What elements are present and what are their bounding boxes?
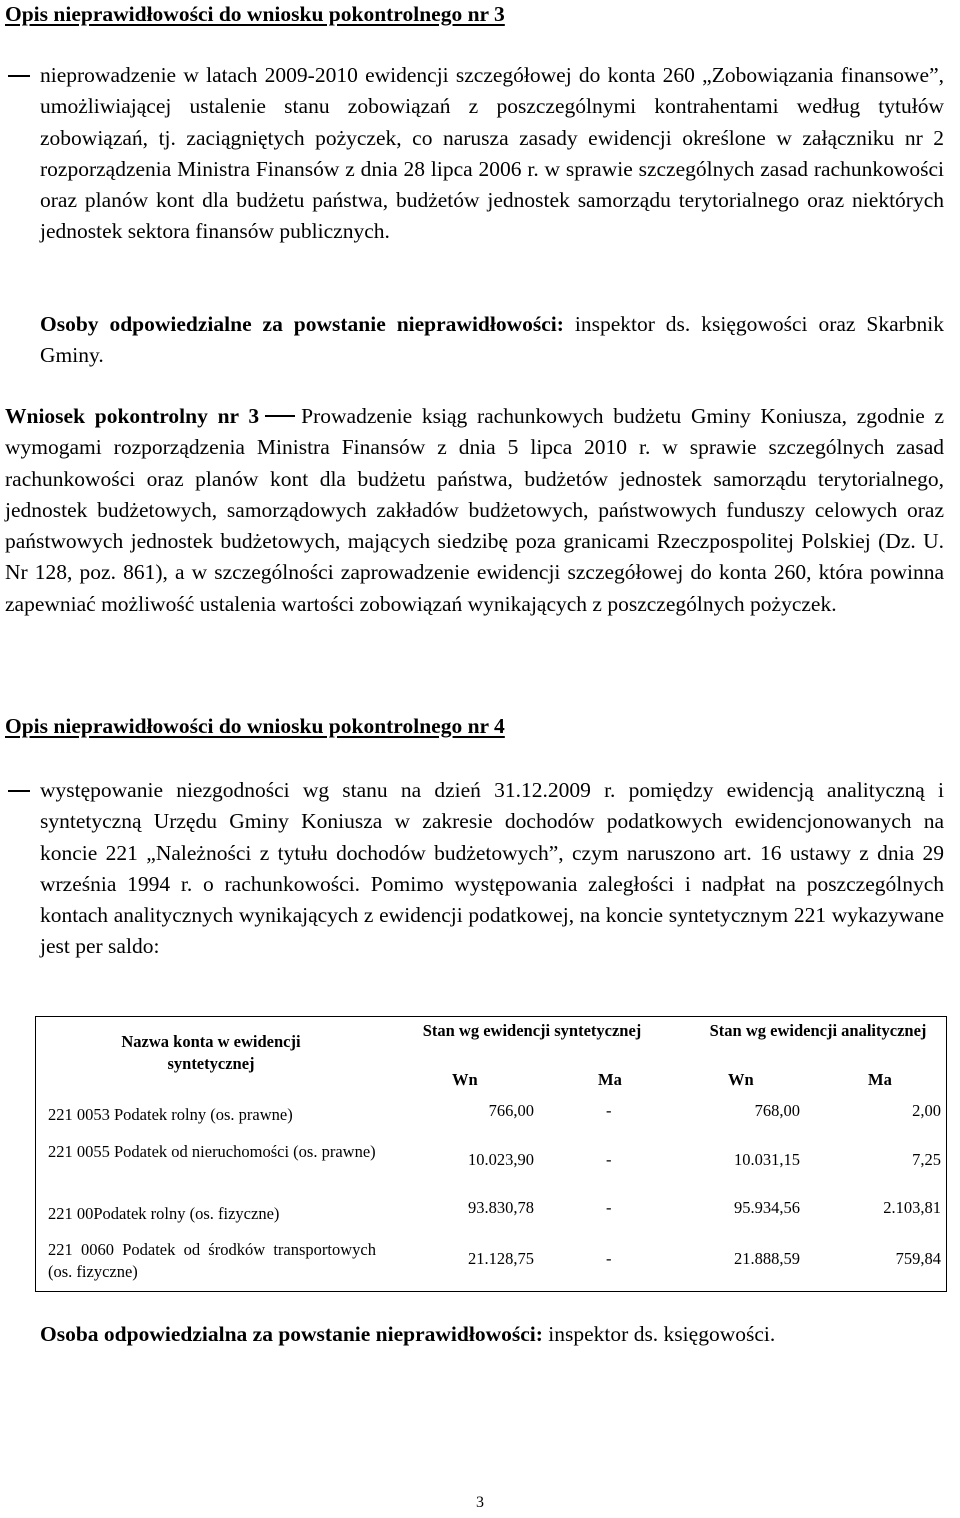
table-header-analytic-wn: Wn [728,1070,754,1089]
table-header-analytic-ma: Ma [868,1070,892,1089]
responsible-value: inspektor ds. księgowości. [548,1322,776,1346]
table-row-4-synthetic-ma: - [606,1249,612,1268]
table-header-synthetic-ma: Ma [598,1070,622,1089]
table-row-2-name: 221 0055 Podatek od nieruchomości (os. prawne) [48,1142,376,1161]
recommendation-text: Prowadzenie ksiąg rachunkowych budżetu Gminy Koniusza, zgodnie z wymogami rozporządzenia Ministra Finansów z dnia 5 lipca 2010 r. w sprawie szczególnych zasad rachunkowości oraz planów kont dla budżetu państwa, budżetów jednostek samorządu terytorialnego, jednostek budżetowych, samorządowych zakładów budżetowych, państwowych funduszy celowych oraz państwowych jednostek budżetowych, mających siedzibę poza granicami Rzeczpospolitej Polskiej (Dz. U. Nr 128, poz. 861), a w szczególności zaprowadzenie ewidencji szczegółowej do konta 260, która powinna zapewniać możliwość ustalenia wartości zobowiązań wynikających z poszczególnych pożyczek. [5,404,944,616]
table-row-1-synthetic-ma: - [606,1101,612,1120]
responsible-value: inspektor ds. księgowości oraz Skarbnik Gminy. [40,312,945,368]
table-row-1-analytic-ma: 2,00 [912,1101,941,1120]
table-row-1-analytic-wn: 768,00 [754,1101,800,1120]
section-3-item-text: nieprowadzenie w latach 2009-2010 ewidencji szczegółowej do konta 260 „Zobowiązania finansowe”, umożliwiającej ustalenie stanu zobowiązań z poszczególnymi kontrahentami według tytułów zobowiązań, tj. zaciągniętych pożyczek, co narusza zasady ewidencji określone w załączniku nr 2 rozporządzenia Ministra Finansów z dnia 28 lipca 2006 r. w sprawie szczególnych zasad rachunkowości oraz planów kont dla budżetu państwa, budżetów jednostek samorządu terytorialnego oraz niektórych jednostek sektora finansów publicznych. [40,63,944,244]
responsible-label: Osoby odpowiedzialne za powstanie nieprawidłowości: [40,312,564,336]
responsible-label: Osoba odpowiedzialna za powstanie nieprawidłowości: [40,1322,543,1346]
dash-separator [265,415,295,417]
table-row-3-name: 221 00Podatek rolny (os. fizyczne) [48,1204,280,1223]
section-3-responsible [40,309,944,372]
table-header-analytic: Stan wg ewidencji analitycznej [709,1021,927,1040]
section-4-item [8,775,944,963]
table-header-synthetic-wn: Wn [452,1070,478,1089]
table-row-3-synthetic-ma: - [606,1198,612,1217]
page-number: 3 [476,1494,484,1511]
table-header-name: Nazwa konta w ewidencji syntetycznej [121,1032,301,1073]
table-row-2-synthetic-wn: 10.023,90 [468,1150,534,1169]
table-row-4-synthetic-wn: 21.128,75 [468,1249,534,1268]
table-row-2-synthetic-ma: - [606,1150,612,1169]
section-4-item-text: występowanie niezgodności wg stanu na dzień 31.12.2009 r. pomiędzy ewidencją analityczną i syntetyczną Urzędu Gminy Koniusza w zakresie dochodów podatkowych ewidencjonowanych na koncie 221 „Należności z tytułu dochodów budżetowych”, czym naruszono art. 16 ustawy z dnia 29 września 1994 r. o rachunkowości. Pomimo występowania zaległości i nadpłat na poszczególnych kontach analitycznych wynikających z ewidencji podatkowej, na koncie syntetycznym 221 wykazywane jest per saldo: [40,778,944,959]
section-3-item [8,60,944,248]
table-row-4-analytic-ma: 759,84 [895,1249,941,1268]
table-row-1-name: 221 0053 Podatek rolny (os. prawne) [48,1105,293,1124]
table-row-3-analytic-ma: 2.103,81 [883,1198,941,1217]
section-4-responsible [40,1319,944,1350]
table-row-3-analytic-wn: 95.934,56 [734,1198,800,1217]
recommendation-3 [5,401,944,620]
table-row-2-analytic-wn: 10.031,15 [734,1150,800,1169]
table-row-4-analytic-wn: 21.888,59 [734,1249,800,1268]
dash-bullet [8,75,30,77]
recommendation-label: Wniosek pokontrolny nr 3 [5,404,260,428]
table-row-3-synthetic-wn: 93.830,78 [468,1198,534,1217]
dash-bullet [8,790,30,792]
table-row-1-synthetic-wn: 766,00 [488,1101,534,1120]
table-row-4-name: 221 0060 Podatek od środków transportowych (os. fizyczne) [48,1240,376,1281]
balance-table [35,1016,947,1292]
section-3-heading: Opis nieprawidłowości do wniosku pokontrolnego nr 3 [5,2,505,26]
section-4-heading: Opis nieprawidłowości do wniosku pokontrolnego nr 4 [5,714,505,738]
table-row-2-analytic-ma: 7,25 [912,1150,941,1169]
table-header-synthetic: Stan wg ewidencji syntetycznej [422,1021,642,1040]
